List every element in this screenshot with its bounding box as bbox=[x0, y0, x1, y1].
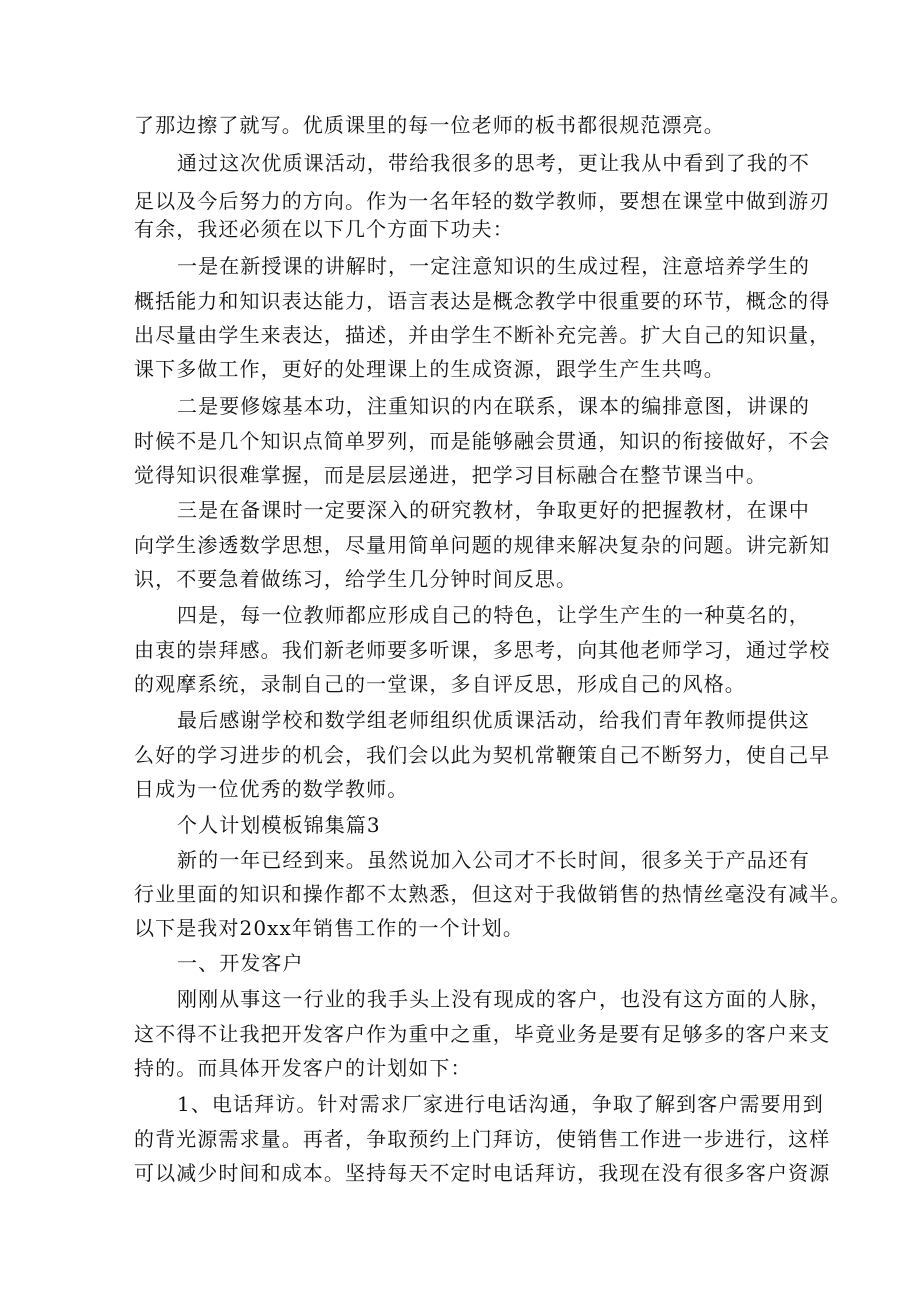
text-line: 的背光源需求量。再者，争取预约上门拜访，使销售工作进一步进行，这样 bbox=[134, 1127, 831, 1151]
text-line: 么好的学习进步的机会，我们会以此为契机常鞭策自己不断努力，使自己早 bbox=[134, 743, 831, 767]
text-line: 刚刚从事这一行业的我手头上没有现成的客户，也没有这方面的人脉， bbox=[177, 987, 832, 1011]
text-line: 可以减少时间和成本。坚持每天不定时电话拜访，我现在没有很多客户资源 bbox=[134, 1161, 831, 1185]
text-line: 持的。而具体开发客户的计划如下： bbox=[134, 1056, 472, 1080]
text-line: 行业里面的知识和操作都不太熟悉，但这对于我做销售的热情丝毫没有减半。 bbox=[134, 882, 852, 906]
text-line: 的观摩系统，录制自己的一堂课，多自评反思，形成自己的风格。 bbox=[134, 672, 746, 696]
text-line: 概括能力和知识表达能力，语言表达是概念教学中很重要的环节，概念的得 bbox=[134, 289, 831, 313]
text-line: 四是，每一位教师都应形成自己的特色，让学生产生的一种莫名的， bbox=[177, 603, 810, 627]
text-line: 觉得知识很难掌握，而是层层递进，把学习目标融合在整节课当中。 bbox=[134, 463, 767, 487]
text-line: 三是在备课时一定要深入的研究教材，争取更好的把握教材，在课中 bbox=[177, 498, 810, 522]
text-line: 以下是我对20xx年销售工作的一个计划。 bbox=[134, 916, 525, 940]
text-line: 足以及今后努力的方向。作为一名年轻的数学教师，要想在课堂中做到游刃 bbox=[134, 189, 831, 213]
text-line: 二是要修嫁基本功，注重知识的内在联系，课本的编排意图，讲课的 bbox=[177, 394, 810, 418]
text-line: 了那边擦了就写。优质课里的每一位老师的板书都很规范漂亮。 bbox=[134, 113, 725, 137]
section-heading: 个人计划模板锦集篇3 bbox=[177, 813, 381, 837]
text-line: 这不得不让我把开发客户作为重中之重，毕竟业务是要有足够多的客户来支 bbox=[134, 1022, 831, 1046]
text-line: 课下多做工作，更好的处理课上的生成资源，跟学生产生共鸣。 bbox=[134, 357, 725, 381]
text-line: 向学生渗透数学思想，尽量用简单问题的规律来解决复杂的问题。讲完新知 bbox=[134, 533, 831, 557]
text-line: 最后感谢学校和数学组老师组织优质课活动，给我们青年教师提供这 bbox=[177, 708, 810, 732]
text-line: 日成为一位优秀的数学教师。 bbox=[134, 777, 409, 801]
text-line: 一是在新授课的讲解时，一定注意知识的生成过程，注意培养学生的 bbox=[177, 254, 810, 278]
text-line: 新的一年已经到来。虽然说加入公司才不长时间，很多关于产品还有 bbox=[177, 848, 810, 872]
text-line: 有余，我还必须在以下几个方面下功夫： bbox=[134, 217, 514, 241]
section-heading: 一、开发客户 bbox=[177, 951, 304, 975]
text-line: 时候不是几个知识点简单罗列，而是能够融会贯通，知识的衔接做好，不会 bbox=[134, 429, 831, 453]
text-line: 由衷的崇拜感。我们新老师要多听课，多思考，向其他老师学习，通过学校 bbox=[134, 638, 831, 662]
text-line: 1、电话拜访。针对需求厂家进行电话沟通，争取了解到客户需要用到 bbox=[177, 1092, 824, 1116]
text-line: 识，不要急着做练习，给学生几分钟时间反思。 bbox=[134, 567, 578, 591]
text-line: 通过这次优质课活动，带给我很多的思考，更让我从中看到了我的不 bbox=[177, 151, 810, 175]
text-line: 出尽量由学生来表达，描述，并由学生不断补充完善。扩大自己的知识量， bbox=[134, 323, 831, 347]
